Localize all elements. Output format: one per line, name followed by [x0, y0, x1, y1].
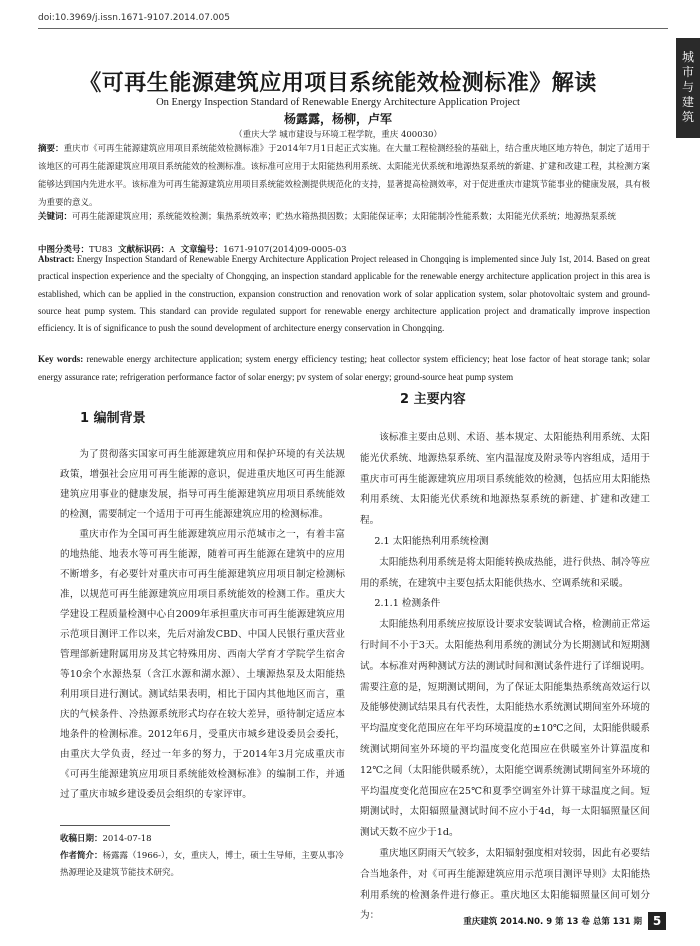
class-label: 中图分类号： — [38, 245, 90, 255]
keywords-zh-label: 关键词： — [38, 212, 73, 222]
paragraph: 该标准主要由总则、术语、基本规定、太阳能热利用系统、太阳能光伏系统、地源热泵系统、室内温湿度及附录等内容组成，适用于重庆市可再生能源建筑应用项目系统能效的检测，包括应用太阳能热利用系统、太阳能光伏系统和地源热泵系统的新建、扩建和改建工程。 — [360, 432, 650, 527]
section-tab-char: 筑 — [681, 110, 694, 124]
paragraph: 太阳能热利用系统应按原设计要求安装调试合格，检测前正常运行时间不小于3天。太阳能热利用系统的测试分为长期测试和短期测试。本标准对两种测试方法的测试时间和测试条件进行了详细说明。需要注意的是，短期测试期间，为了保证太阳能集热系统高效运行以及能够使测试结果具有代表性，太阳能热水系统测试期间室外环境的平均温度变化范围应在年平均环境温度的±10℃之间，太阳能供暖系统测试期间室外环境的平均温度变化范围应在供暖室外计算温度和12℃之间（太阳能供暖系统），太阳能空调系统测试期间室外环境的平均温度变化范围应在25℃和夏季空调室外计算干球温度之间。短期测试时，太阳辐照量测试时间不应小于4d，每一太阳辐照量区间测试天数不应少于1d。 — [360, 619, 651, 839]
doc-code-value: A — [169, 245, 176, 255]
received-date — [60, 831, 345, 848]
footnote — [60, 831, 345, 882]
abstract-zh — [38, 140, 650, 212]
section-tab-char: 建 — [681, 95, 694, 109]
doc-code-label: 文献标识码： — [118, 245, 170, 255]
keywords-en-text: renewable energy architecture application; system energy efficiency testing; heat collector system efficiency; heat lose factor of heat storage tank; solar energy assurance rate; refrigeration performance factor of solar energy; pv system of solar energy; ground-source heat pump system — [38, 354, 650, 382]
page-number: 5 — [648, 912, 666, 930]
right-column — [360, 428, 650, 927]
keywords-en — [38, 351, 650, 386]
section-tab-char: 城 — [681, 50, 694, 64]
author-bio — [60, 848, 345, 882]
section2-heading: 2 主要内容 — [400, 392, 466, 407]
left-column — [60, 445, 345, 805]
keywords-zh-text: 可再生能源建筑应用；系统能效检测；集热系统效率；贮热水箱热损因数；太阳能保证率；太阳能制冷性能系数；太阳能光伏系统；地源热泵系统 — [72, 212, 617, 222]
section-tab — [676, 38, 700, 138]
paragraph: 太阳能热利用系统是将太阳能转换成热能，进行供热、制冷等应用的系统，在建筑中主要包括太阳能供热水、空调系统和采暖。 — [360, 556, 650, 589]
abstract-en-label: Abstract: — [38, 254, 75, 264]
article-no-value: 1671-9107(2014)09-0005-03 — [223, 245, 347, 255]
article-title-en: On Energy Inspection Standard of Renewable Energy Architecture Application Project — [156, 97, 520, 108]
journal-footer: 重庆建筑 2014.N0. 9 第 13 卷 总第 131 期 — [463, 917, 642, 927]
header-rule — [38, 28, 668, 29]
abstract-zh-text: 重庆市《可再生能源建筑应用项目系统能效检测标准》于2014年7月1日起正式实施。在大量工程检测经验的基础上，结合重庆地区地方特色，制定了适用于该地区的可再生能源建筑应用项目系统能效的检测标准。该标准可应用于太阳能热利用系统、太阳能光伏系统和地源热泵系统的新建、扩建和改建工程，其检测方案能够达到国内先进水平。该标准为可再生能源建筑应用项目系统能效检测提供规范化的支持，显著提高检测效率，对于促进重庆市建筑节能事业的健康发展，具有极为重要的意义。 — [38, 144, 651, 208]
abstract-en — [38, 251, 650, 337]
paragraph: 重庆地区阴雨天气较多，太阳辐射强度相对较弱，因此有必要结合当地条件，对《可再生能源建筑应用示范项目测评导则》太阳能热利用系统的检测条件进行修正。重庆地区太阳能辐照量区间可划分为： — [360, 847, 650, 922]
subsection-heading: 2.1.1 检测条件 — [374, 598, 441, 610]
received-value: 2014-07-18 — [102, 834, 152, 844]
subsection-heading: 2.1 太阳能热利用系统检测 — [374, 535, 489, 547]
received-label: 收稿日期： — [60, 834, 103, 844]
doi: doi:10.3969/j.issn.1671-9107.2014.07.005 — [38, 13, 230, 23]
authors: 杨露露，杨柳，卢军 — [283, 112, 392, 126]
keywords-en-label: Key words: — [38, 354, 84, 364]
abstract-en-text: Energy Inspection Standard of Renewable Energy Architecture Application Project released in Chongqing is implemented since July 1st, 2014. Based on great practical inspection experience and the specialty of Chongqing, an inspection standard applicable for the renewable energy architecture application project in this area is established, which can be applied in the construction, expansion construction and renovation work of solar application system, solar photovoltaic system and ground-source heat pump system. This standard can provide regulated support for renewable energy architecture application project and dramatically improve inspection efficiency. It is of significance to push the sound development of architecture energy conservation in Chongqing. — [38, 254, 651, 334]
author-bio-label: 作者简介： — [60, 851, 103, 861]
abstract-zh-label: 摘要： — [38, 144, 64, 154]
keywords-zh — [38, 208, 650, 226]
affiliation: （重庆大学 城市建设与环境工程学院，重庆 400030） — [234, 130, 442, 140]
class-value: TU83 — [89, 245, 113, 255]
paragraph: 为了贯彻落实国家可再生能源建筑应用和保护环境的有关法规政策，增强社会应用可再生能源的意识，促进重庆地区可再生能源建筑应用事业的健康发展，指导可再生能源建筑应用项目系统能效的检测，需要制定一个适用于可再生能源建筑应用的检测标准。 — [60, 449, 345, 520]
article-title: 《可再生能源建筑应用项目系统能效检测标准》解读 — [79, 71, 597, 96]
footnote-rule — [60, 825, 170, 826]
article-no-label: 文章编号： — [180, 245, 224, 255]
paragraph: 重庆市作为全国可再生能源建筑应用示范城市之一，有着丰富的地热能、地表水等可再生能源，随着可再生能源在建筑中的应用不断增多，有必要针对重庆市可再生能源建筑应用项目制定检测标准，以规范可再生能源建筑应用项目系统能效的检测工作。重庆大学建设工程质量检测中心自2009年承担重庆市可再生能源建筑应用示范项目测评工作以来，先后对渝发CBD、中国人民银行重庆营业管理部新建附属用房及其它特殊用房、西南大学育才学院学生宿舍等10余个水源热泵（含江水源和湖水源）、土壤源热泵及太阳能热利用项目进行测试。测试结果表明，相比于国内其他地区而言，重庆的气候条件、冷热源系统形式均存在较大差异，亟待制定适应本地条件的检测标准。2012年6月，受重庆市城乡建设委员会委托，由重庆大学负责，经过一年多的努力，于2014年3月完成重庆市《可再生能源建筑应用项目系统能效检测标准》的编制工作，并通过了重庆市城乡建设委员会组织的专家评审。 — [60, 529, 345, 800]
author-bio-text: 杨露露（1966-），女，重庆人，博士，硕士生导师，主要从事冷热源理论及建筑节能技术研究。 — [60, 851, 344, 878]
section-tab-char: 与 — [681, 80, 694, 94]
section1-heading: 1 编制背景 — [80, 411, 146, 426]
section-tab-char: 市 — [681, 65, 694, 79]
